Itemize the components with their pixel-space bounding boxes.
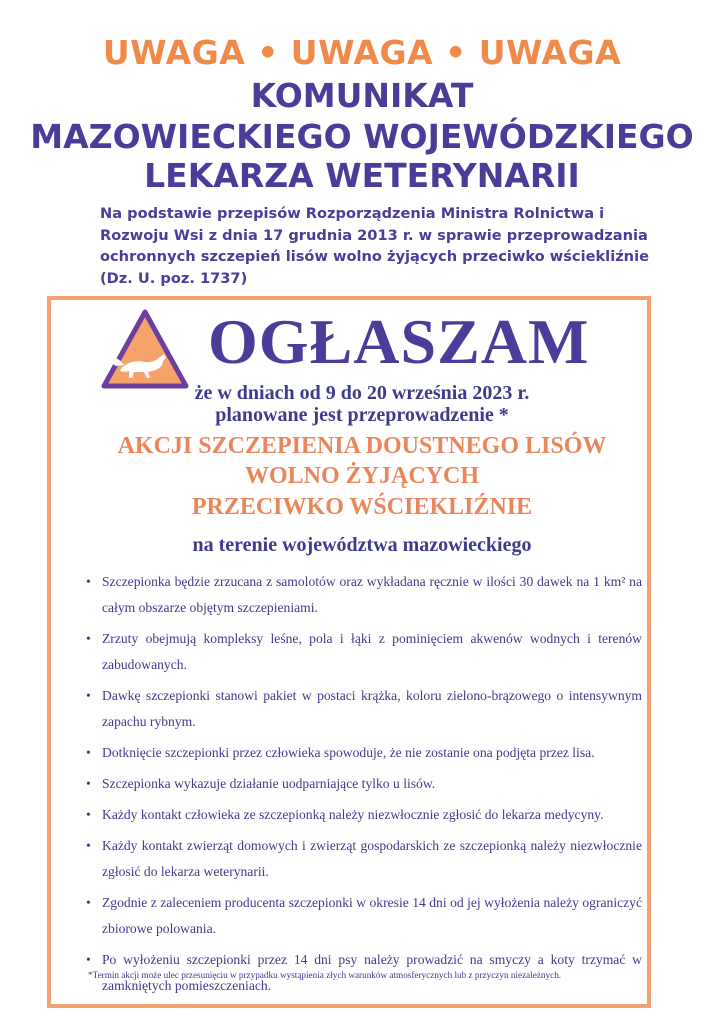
list-item: • Po wyłożeniu szczepionki przez 14 dni psy należy prowadzić na smyczy a koty trzymać w zamkniętych pomieszczeniach. <box>82 947 642 999</box>
announcement-headline: OGŁASZAM <box>208 306 590 377</box>
planned-line: planowane jest przeprowadzenie * <box>215 404 509 426</box>
action-title-line3: PRZECIWKO WŚCIEKLIŹNIE <box>191 494 533 520</box>
list-item: • Dotknięcie szczepionki przez człowieka spowoduje, że nie zostanie ona podjęta przez lisa. <box>82 740 642 766</box>
title-authority: MAZOWIECKIEGO WOJEWÓDZKIEGO <box>30 117 694 156</box>
fox-warning-triangle-icon <box>100 308 190 390</box>
list-item: • Szczepionka będzie zrzucana z samolotów oraz wykładana ręcznie w ilości 30 dawek na 1 km² na całym obszarze objętym szczepieniami. <box>82 569 642 621</box>
legal-basis: Na podstawie przepisów Rozporządzenia Ministra Rolnictwa i Rozwoju Wsi z dnia 17 grudnia 2013 r. w sprawie przeprowadzania ochronnych szczepień lisów wolno żyjących przeciwko wściekliźnie (Dz. U. poz. 1737) <box>100 205 649 287</box>
list-item: • Szczepionka wykazuje działanie uodparniające tylko u lisów. <box>82 771 642 797</box>
list-item: • Zgodnie z zaleceniem producenta szczepionki w okresie 14 dni od jej wyłożenia należy ograniczyć zbiorowe polowania. <box>82 890 642 942</box>
footnote: *Termin akcji może ulec przesunięciu w przypadku wystąpienia złych warunków atmosferycznych lub z przyczyn niezależnych. <box>88 970 562 980</box>
frame-top-border <box>47 296 651 300</box>
list-item: • Zrzuty obejmują kompleksy leśne, pola i łąki z pominięciem akwenów wodnych i terenów zabudowanych. <box>82 626 642 678</box>
list-item: • Każdy kontakt zwierząt domowych i zwierząt gospodarskich ze szczepionką należy niezwłocznie zgłosić do lekarza weterynarii. <box>82 833 642 885</box>
list-item: • Każdy kontakt człowieka ze szczepionką należy niezwłocznie zgłosić do lekarza medycyny. <box>82 802 642 828</box>
uwaga-banner: UWAGA • UWAGA • UWAGA <box>102 33 622 72</box>
action-title-line2: WOLNO ŻYJĄCYCH <box>244 463 479 489</box>
info-bullet-list <box>82 569 642 1004</box>
region-line: na terenie województwa mazowieckiego <box>192 534 532 556</box>
dates-line: że w dniach od 9 do 20 września 2023 r. <box>194 382 530 404</box>
list-item: • Dawkę szczepionki stanowi pakiet w postaci krążka, koloru zielono-brązowego o intensywnym zapachu rybnym. <box>82 683 642 735</box>
title-komunikat: KOMUNIKAT <box>250 76 474 115</box>
title-authority-role: LEKARZA WETERYNARII <box>144 156 580 195</box>
action-title-line1: AKCJI SZCZEPIENIA DOUSTNEGO LISÓW <box>117 433 607 459</box>
